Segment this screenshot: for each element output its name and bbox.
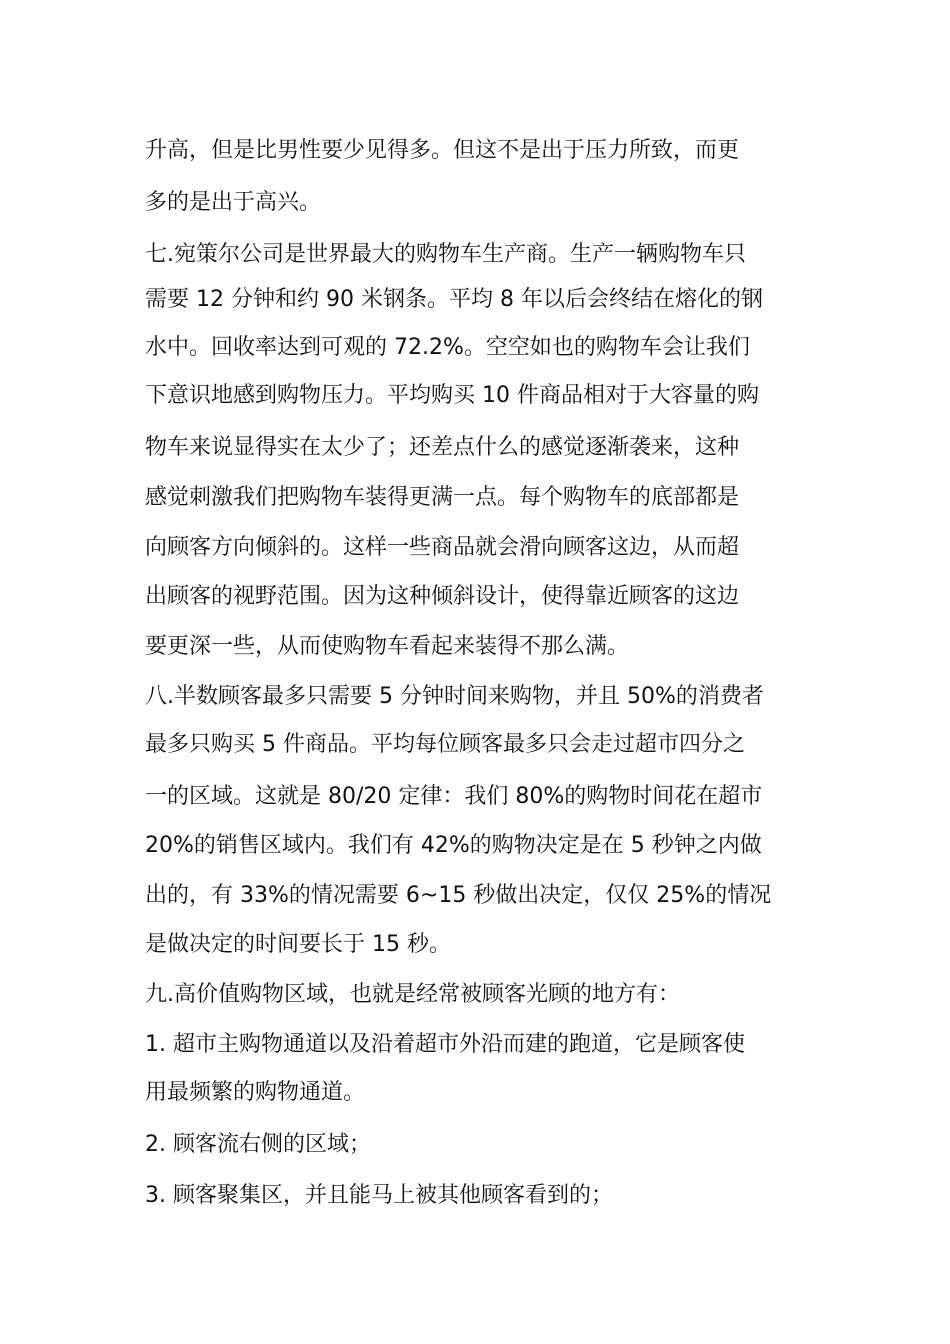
text-line: 七.宛策尔公司是世界最大的购物车生产商。生产一辆购物车只 (145, 242, 746, 267)
text-line: 感觉刺激我们把购物车装得更满一点。每个购物车的底部都是 (145, 485, 740, 510)
text-line: 八.半数顾客最多只需要 5 分钟时间来购物，并且 50%的消费者 (145, 684, 764, 709)
text-line: 用最频繁的购物通道。 (145, 1080, 366, 1105)
text-line: 下意识地感到购物压力。平均购买 10 件商品相对于大容量的购 (145, 383, 759, 408)
text-line: 水中。回收率达到可观的 72.2%。空空如也的购物车会让我们 (145, 335, 750, 360)
text-line: 向顾客方向倾斜的。这样一些商品就会滑向顾客这边，从而超 (145, 535, 740, 560)
text-line: 3. 顾客聚集区，并且能马上被其他顾客看到的； (145, 1183, 613, 1208)
text-line: 要更深一些，从而使购物车看起来装得不那么满。 (145, 634, 630, 659)
text-line: 需要 12 分钟和约 90 米钢条。平均 8 年以后会终结在熔化的钢 (145, 287, 763, 312)
text-line: 最多只购买 5 件商品。平均每位顾客最多只会走过超市四分之 (145, 732, 745, 757)
text-line: 是做决定的时间要长于 15 秒。 (145, 932, 451, 957)
text-line: 出的，有 33%的情况需要 6~15 秒做出决定，仅仅 25%的情况 (145, 883, 772, 908)
text-line: 2. 顾客流右侧的区域； (145, 1132, 371, 1157)
text-line: 出顾客的视野范围。因为这种倾斜设计，使得靠近顾客的这边 (145, 584, 740, 609)
text-line: 20%的销售区域内。我们有 42%的购物决定是在 5 秒钟之内做 (145, 833, 762, 858)
text-line: 升高，但是比男性要少见得多。但这不是出于压力所致，而更 (145, 138, 740, 163)
text-line: 九.高价值购物区域，也就是经常被顾客光顾的地方有： (145, 982, 680, 1007)
text-line: 一的区域。这就是 80/20 定律：我们 80%的购物时间花在超市 (145, 784, 763, 809)
text-line: 多的是出于高兴。 (145, 190, 322, 215)
text-line: 物车来说显得实在太少了；还差点什么的感觉逐渐袭来，这种 (145, 435, 740, 460)
text-line: 1. 超市主购物通道以及沿着超市外沿而建的跑道，它是顾客使 (145, 1032, 745, 1057)
